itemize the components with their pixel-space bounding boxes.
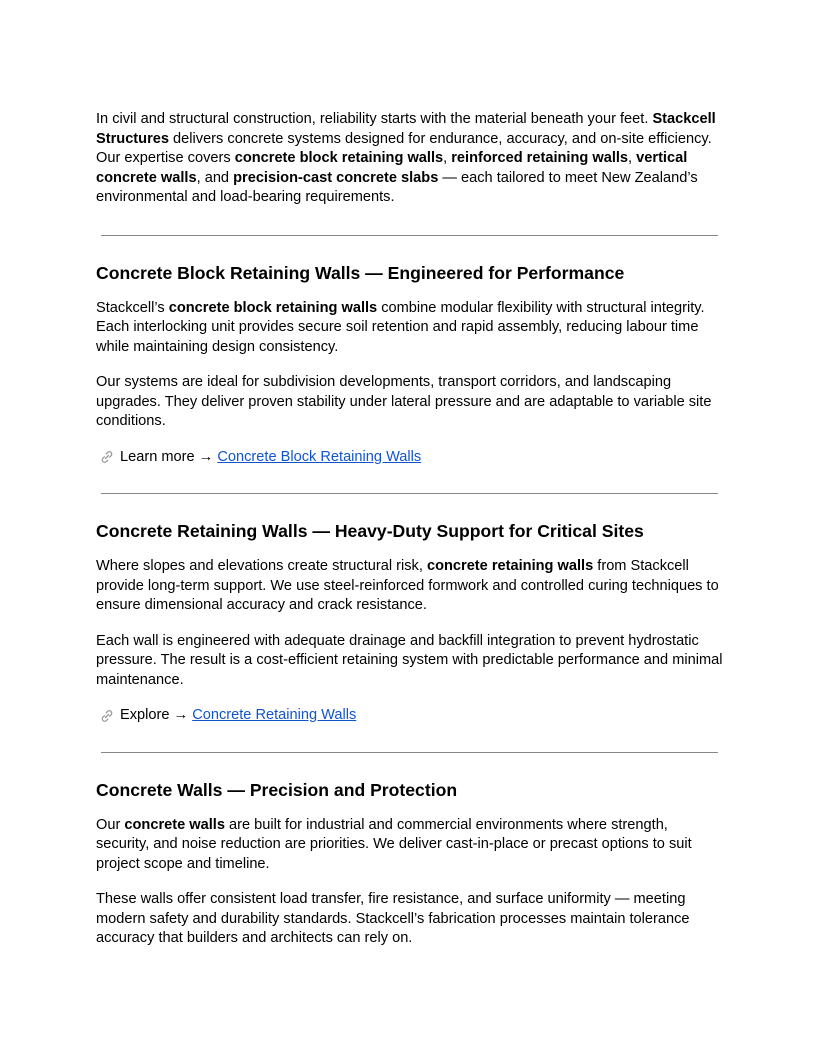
intro-bold-company: Stackcell Structures bbox=[96, 111, 716, 147]
section-paragraph bbox=[96, 816, 724, 875]
section-heading: Concrete Walls — Precision and Protection bbox=[96, 779, 458, 800]
paragraph-text: Where slopes and elevations create structural risk, bbox=[96, 558, 427, 574]
intro-text-4: , bbox=[628, 150, 637, 166]
intro-bold-vertical-walls: vertical concrete walls bbox=[96, 150, 688, 186]
paragraph-text: from Stackcell provide long-term support. We use steel-reinforced formwork and controlled curing techniques to ensure dimensional accuracy and crack resistance. bbox=[96, 558, 719, 613]
intro-bold-reinforced-walls: reinforced retaining walls bbox=[451, 150, 629, 166]
link-prefix: Explore → bbox=[120, 707, 193, 723]
divider bbox=[101, 752, 718, 753]
intro-text-5: , and bbox=[196, 169, 234, 186]
paragraph-text: are built for industrial and commercial environments where strength, security, and noise reduction are priorities. We deliver cast-in-place or precast options to suit project scope and timeline. bbox=[96, 816, 692, 872]
document-body bbox=[96, 110, 724, 965]
section-heading: Concrete Retaining Walls — Heavy-Duty Support for Critical Sites bbox=[96, 521, 644, 541]
paragraph-text: combine modular flexibility with structural integrity. Each interlocking unit provides secure soil retention and rapid assembly, reducing labour time while maintaining design consistency. bbox=[96, 299, 705, 355]
link-icon bbox=[98, 448, 116, 466]
paragraph-text: Stackcell’s bbox=[96, 299, 169, 316]
section-paragraph bbox=[96, 299, 724, 358]
paragraph-bold: concrete block retaining walls bbox=[168, 299, 378, 316]
section-paragraph: Each wall is engineered with adequate drainage and backfill integration to prevent hydrostatic pressure. The result is a cost-efficient retaining system with predictable performance and minimal maintenance. bbox=[96, 632, 723, 688]
link-prefix: Learn more → bbox=[120, 448, 218, 465]
paragraph-text: Our bbox=[96, 816, 125, 833]
link-concrete-block-retaining-walls[interactable]: Concrete Block Retaining Walls bbox=[217, 448, 422, 465]
intro-text-1: In civil and structural construction, reliability starts with the material beneath your feet. bbox=[96, 111, 653, 127]
section-paragraph: Our systems are ideal for subdivision developments, transport corridors, and landscaping upgrades. They deliver proven stability under lateral pressure and are adaptable to variable site conditions. bbox=[96, 374, 712, 429]
divider bbox=[101, 235, 718, 236]
section-heading: Concrete Block Retaining Walls — Engineered for Performance bbox=[96, 262, 625, 283]
paragraph-bold: concrete walls bbox=[124, 816, 225, 833]
intro-text-3: , bbox=[443, 150, 452, 166]
intro-text-2: delivers concrete systems designed for endurance, accuracy, and on-site efficiency. Our expertise covers bbox=[96, 130, 712, 166]
section-paragraph: These walls offer consistent load transfer, fire resistance, and surface uniformity — meeting modern safety and durability standards. Stackcell’s fabrication processes maintain tolerance accuracy that builders and architects can rely on. bbox=[96, 891, 690, 946]
link-concrete-retaining-walls[interactable]: Concrete Retaining Walls bbox=[192, 707, 357, 723]
intro-bold-slabs: precision-cast concrete slabs bbox=[233, 169, 439, 186]
link-icon bbox=[98, 707, 116, 725]
link-line bbox=[96, 448, 724, 468]
paragraph-bold: concrete retaining walls bbox=[426, 558, 594, 574]
link-line bbox=[96, 706, 724, 726]
intro-text-6: — each tailored to meet New Zealand’s environmental and load-bearing requirements. bbox=[96, 169, 698, 205]
divider bbox=[101, 493, 718, 494]
intro-bold-block-walls: concrete block retaining walls bbox=[234, 150, 444, 166]
intro-paragraph bbox=[96, 110, 724, 208]
section-paragraph bbox=[96, 557, 724, 616]
